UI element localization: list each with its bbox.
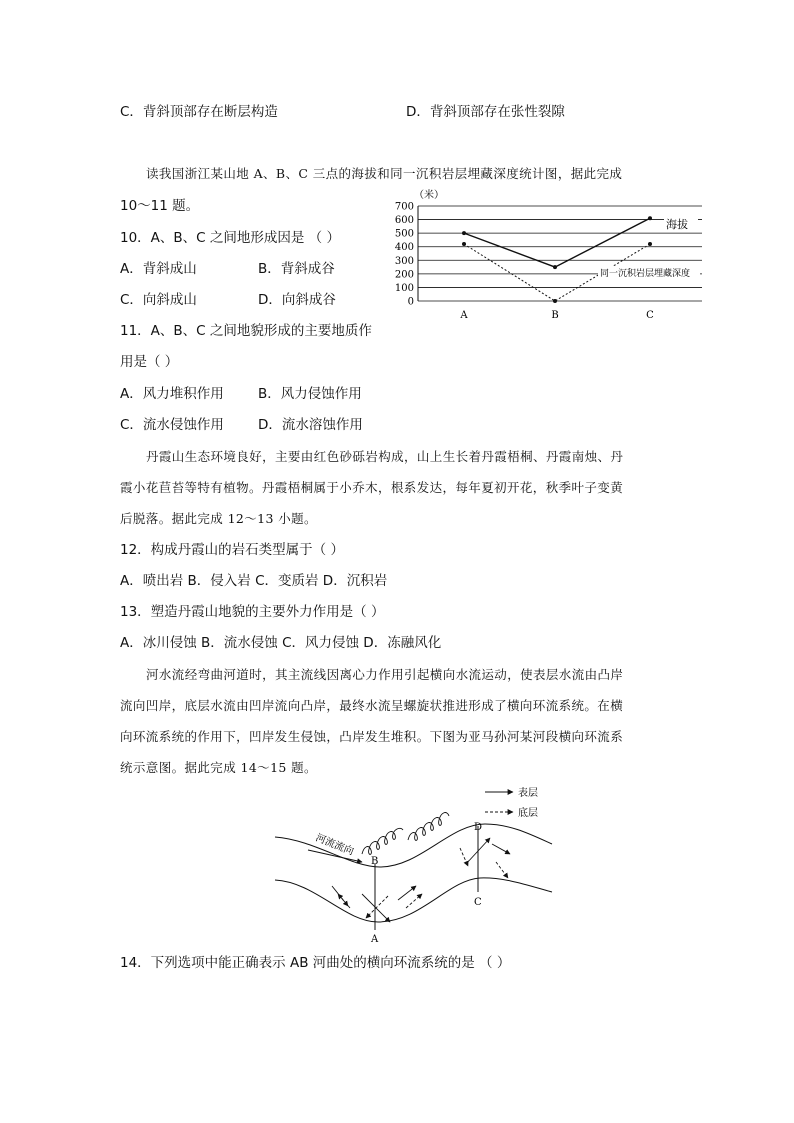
q14-stem: 14．下列选项中能正确表示 AB 河曲处的横向环流系统的是 （ ） (120, 955, 511, 971)
y-tick-label-700: 700 (394, 201, 414, 213)
q10-stem: 10．A、B、C 之间地形成因是 （ ） (120, 230, 340, 246)
q13-options: A．冰川侵蚀 B．流水侵蚀 C．风力侵蚀 D．冻融风化 (120, 635, 442, 651)
x-tick-label-A: A (460, 310, 468, 321)
q11-option-b: B．风力侵蚀作用 (258, 386, 362, 402)
surface-arrow-3 (398, 886, 416, 900)
q10-option-a: A．背斜成山 (120, 261, 197, 277)
q9-option-d: D．背斜顶部存在张性裂隙 (406, 104, 565, 120)
q9-option-c: C．背斜顶部存在断层构造 (120, 104, 278, 120)
q11-stem-line1: 11．A、B、C 之间地貌形成的主要地质作 (120, 323, 372, 339)
spiral-flow-left (362, 828, 403, 854)
river-upper-bank (275, 824, 552, 867)
y-tick-label-600: 600 (394, 215, 414, 227)
series-1-point-C (648, 242, 652, 246)
legend-bottom-label: 底层 (518, 808, 538, 819)
y-tick-label-400: 400 (394, 242, 414, 254)
series-0-point-B (553, 265, 557, 269)
q11-option-c: C．流水侵蚀作用 (120, 417, 224, 433)
q13-stem: 13．塑造丹霞山地貌的主要外力作用是（ ） (120, 604, 385, 620)
intro3-line3: 向环流系统的作用下，凹岸发生侵蚀，凸岸发生堆积。下图为亚马孙河某河段横向环流系 (120, 729, 624, 744)
point-a-label: A (371, 934, 379, 944)
elevation-depth-chart (380, 186, 710, 326)
q12-stem: 12．构成丹霞山的岩石类型属于（ ） (120, 542, 344, 558)
intro2-line2: 霞小花苣苔等特有植物。丹霞梧桐属于小乔木，根系发达，每年夏初开花，秋季叶子变黄 (120, 480, 624, 495)
y-tick-label-200: 200 (394, 269, 414, 281)
series-line-0 (464, 218, 650, 267)
spiral-flow-right (408, 813, 449, 841)
surface-arrow-5 (492, 844, 510, 854)
intro2-line3: 后脱落。据此完成 12～13 小题。 (120, 511, 317, 526)
point-d-label: D (474, 822, 483, 833)
q10-option-b: B．背斜成谷 (258, 261, 335, 277)
series-label-depth: 同一沉积岩层埋藏深度 (600, 268, 691, 279)
point-c-label: C (474, 897, 482, 908)
y-tick-label-300: 300 (394, 255, 414, 267)
y-tick-label-100: 100 (394, 282, 414, 294)
series-1-point-B (553, 299, 557, 303)
flow-direction-arrow (308, 850, 362, 862)
y-tick-label-500: 500 (394, 228, 414, 240)
series-1-point-A (462, 242, 466, 246)
river-circulation-diagram (270, 782, 560, 944)
intro3-line4: 统示意图。据此完成 14～15 题。 (120, 760, 317, 775)
intro3-line1: 河水流经弯曲河道时，其主流线因离心力作用引起横向水流运动，使表层水流由凸岸 (146, 667, 624, 682)
bottom-arrow-5 (496, 862, 508, 878)
river-lower-bank (275, 878, 552, 922)
bottom-arrow-2 (366, 896, 388, 918)
q11-stem-line2: 用是（ ） (120, 354, 179, 370)
q12-options: A．喷出岩 B．侵入岩 C．变质岩 D．沉积岩 (120, 573, 388, 589)
legend-surface-label: 表层 (518, 788, 538, 799)
q11-option-a: A．风力堆积作用 (120, 386, 224, 402)
y-axis-label: （米） (414, 190, 444, 201)
intro3-line2: 流向凹岸，底层水流由凹岸流向凸岸，最终水流呈螺旋状推进形成了横向环流系统。在横 (120, 698, 624, 713)
intro1-line1: 读我国浙江某山地 A、B、C 三点的海拔和同一沉积岩层埋藏深度统计图，据此完成 (146, 166, 623, 181)
intro1-line2: 10～11 题。 (120, 198, 200, 214)
bottom-arrow-3 (406, 894, 422, 908)
x-tick-label-B: B (551, 310, 559, 321)
intro2-line1: 丹霞山生态环境良好，主要由红色砂砾岩构成，山上生长着丹霞梧桐、丹霞南烛、丹 (146, 449, 624, 464)
series-0-point-C (648, 216, 652, 220)
series-0-point-A (462, 231, 466, 235)
q10-option-d: D．向斜成谷 (258, 292, 336, 308)
point-b-label: B (371, 856, 379, 867)
q11-option-d: D．流水溶蚀作用 (258, 417, 363, 433)
x-tick-label-C: C (646, 310, 654, 321)
y-tick-label-0: 0 (407, 296, 414, 308)
flow-direction-label: 河流流向 (313, 832, 356, 858)
q10-option-c: C．向斜成山 (120, 292, 197, 308)
series-label-elevation: 海拔 (666, 218, 688, 231)
